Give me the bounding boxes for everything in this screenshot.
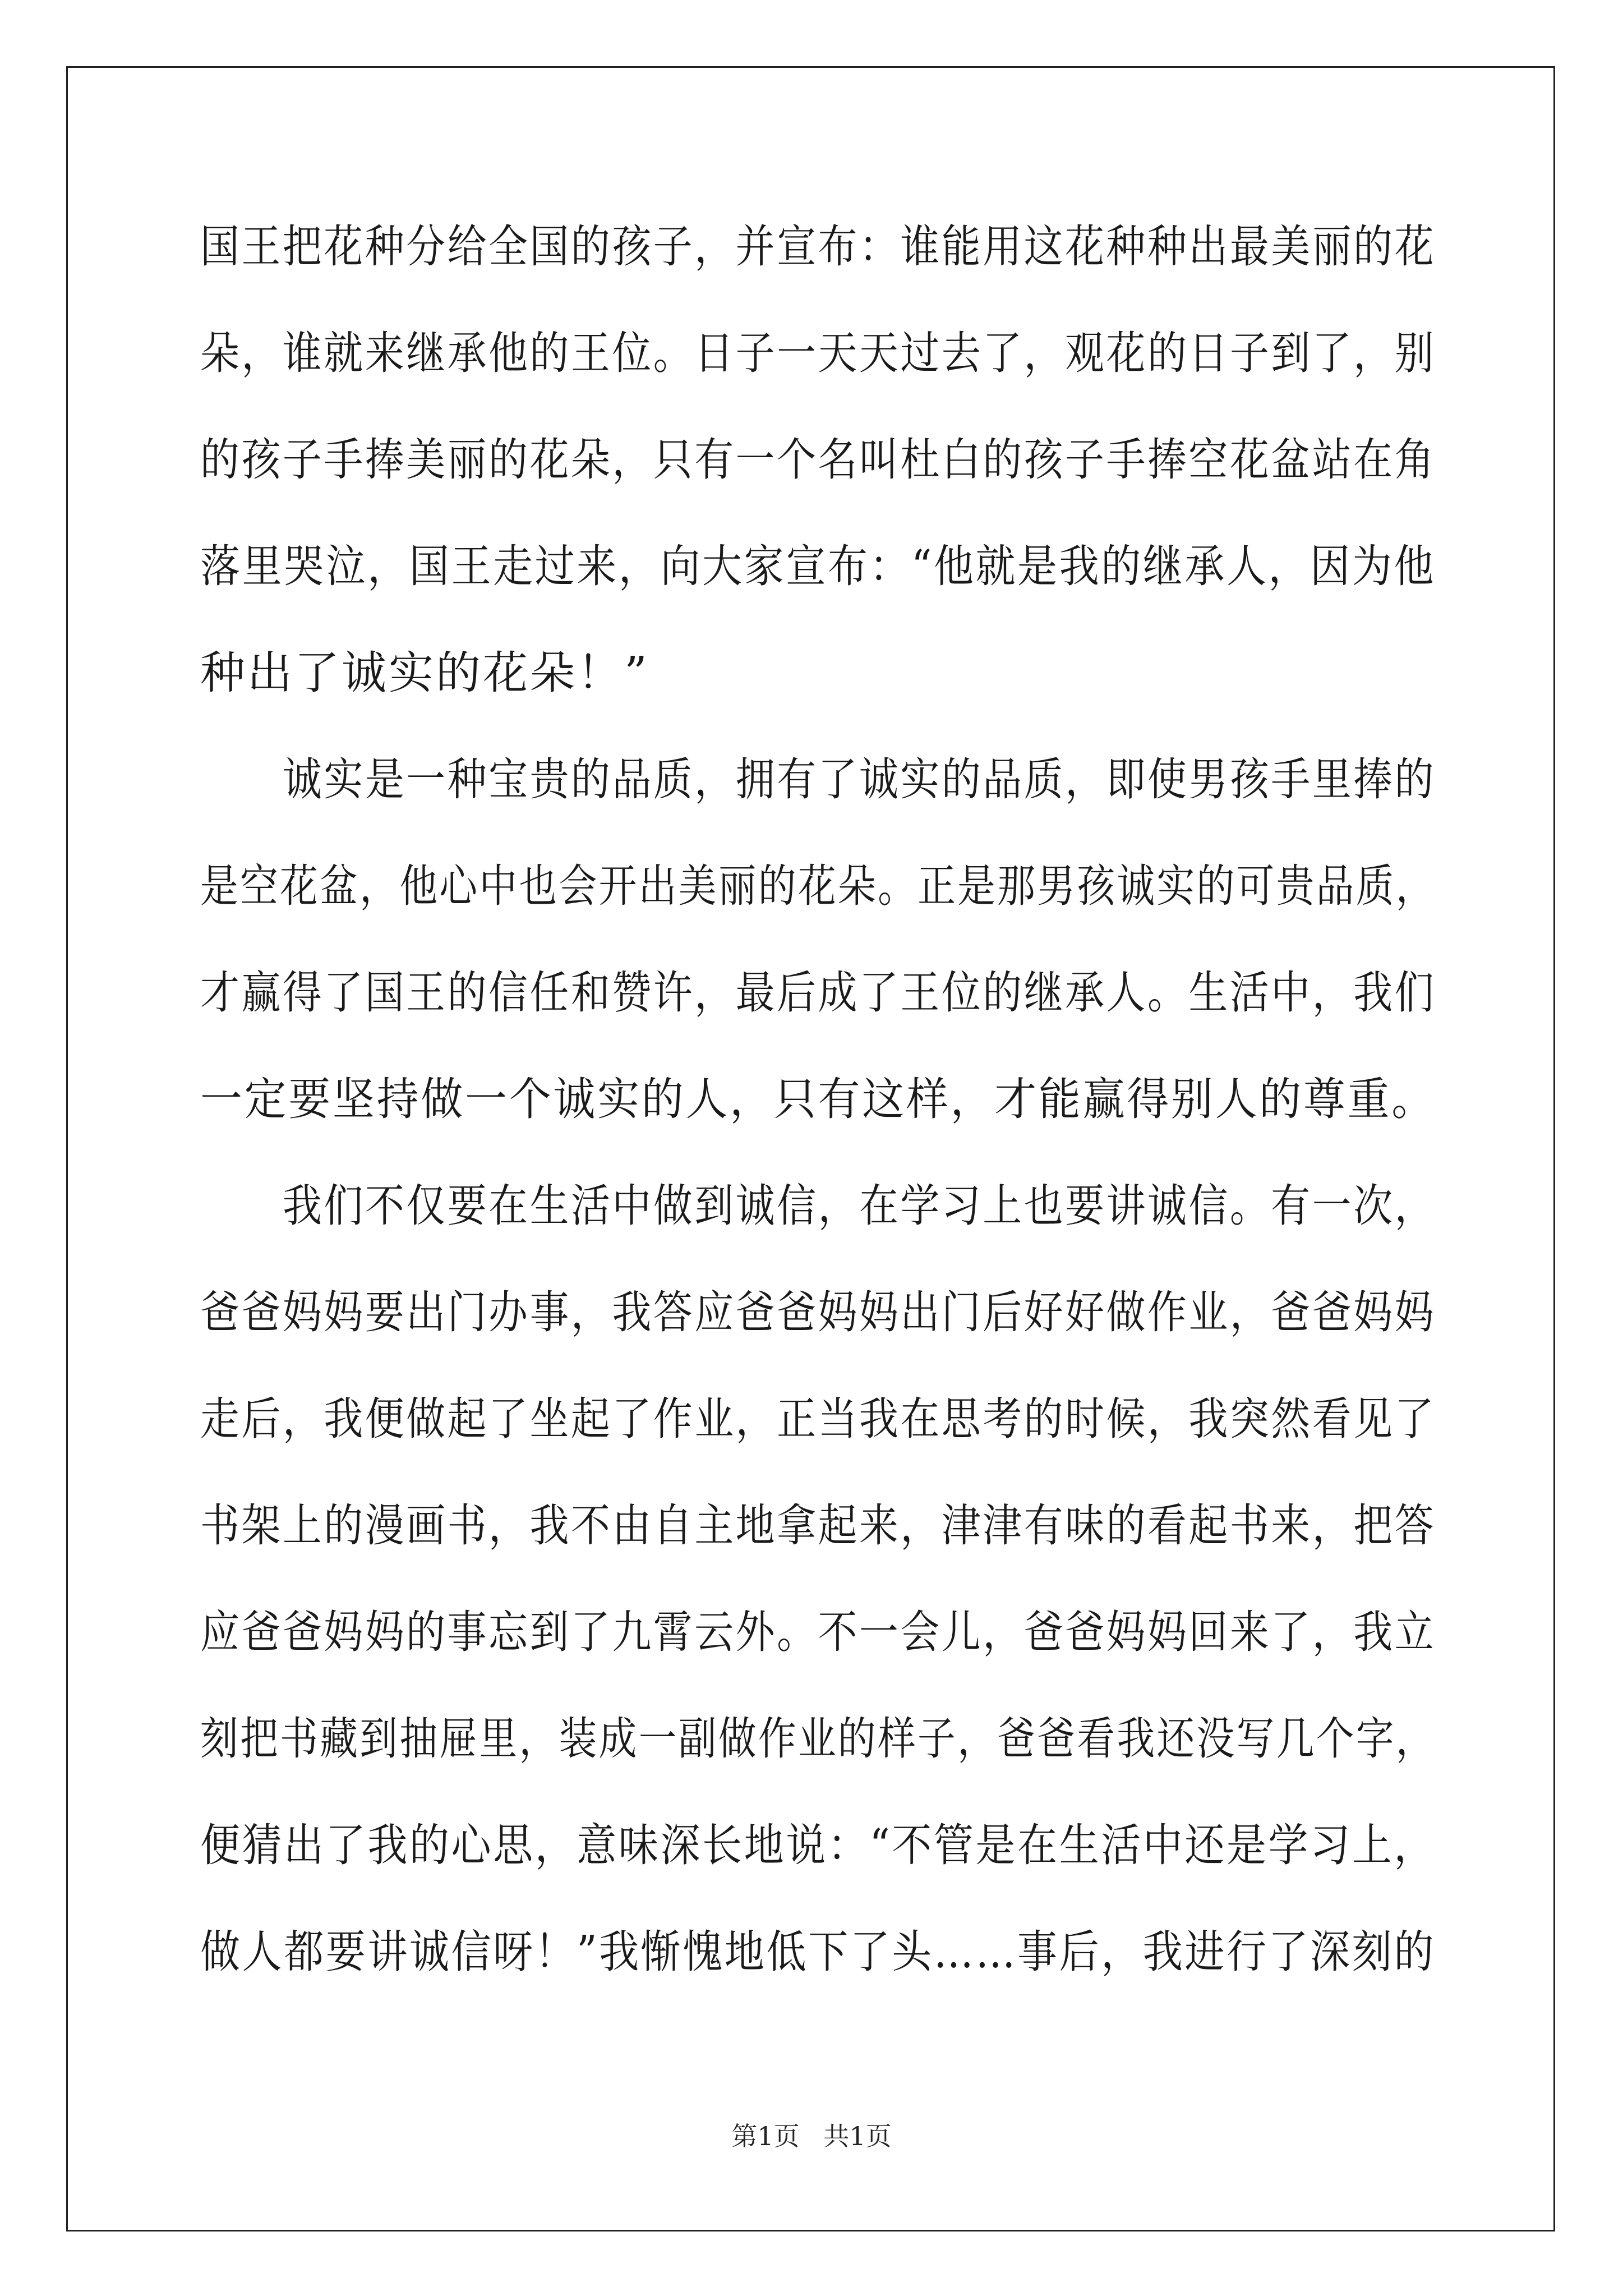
- paragraph-line: 书架上的漫画书，我不由自主地拿起来，津津有味的看起书来，把答: [200, 1499, 1436, 1552]
- paragraph-line: 走后，我便做起了坐起了作业，正当我在思考的时候，我突然看见了: [200, 1393, 1436, 1445]
- paragraph-line-indented: 诚实是一种宝贵的品质，拥有了诚实的品质，即使男孩手里捧的: [283, 753, 1436, 806]
- paragraph-line: 应爸爸妈妈的事忘到了九霄云外。不一会儿，爸爸妈妈回来了，我立: [200, 1606, 1436, 1658]
- paragraph-line: 朵，谁就来继承他的王位。日子一天天过去了，观花的日子到了，别: [200, 327, 1436, 379]
- page-border: [66, 66, 1555, 2231]
- page-number: 第1页: [731, 2121, 800, 2151]
- paragraph-line: 才赢得了国王的信任和赞许，最后成了王位的继承人。生活中，我们: [200, 967, 1436, 1019]
- paragraph-line: 种出了诚实的花朵！”: [200, 647, 649, 699]
- paragraph-line: 做人都要讲诚信呀！”我惭愧地低下了头……事后，我进行了深刻的: [200, 1926, 1436, 1978]
- paragraph-line: 是空花盆，他心中也会开出美丽的花朵。正是那男孩诚实的可贵品质，: [200, 860, 1436, 912]
- paragraph-line-indented: 我们不仅要在生活中做到诚信，在学习上也要讲诚信。有一次，: [283, 1180, 1436, 1232]
- paragraph-line: 国王把花种分给全国的孩子，并宣布：谁能用这花种种出最美丽的花: [200, 220, 1436, 273]
- paragraph-line: 便猜出了我的心思，意味深长地说：“不管是在生活中还是学习上，: [200, 1819, 1436, 1871]
- paragraph-line: 刻把书藏到抽屉里，装成一副做作业的样子，爸爸看我还没写几个字，: [200, 1713, 1436, 1765]
- paragraph-line: 的孩子手捧美丽的花朵，只有一个名叫杜白的孩子手捧空花盆站在角: [200, 434, 1436, 486]
- page-total: 共1页: [823, 2121, 892, 2151]
- page-footer: [0, 2119, 1623, 2153]
- paragraph-line: 爸爸妈妈要出门办事，我答应爸爸妈妈出门后好好做作业，爸爸妈妈: [200, 1286, 1436, 1338]
- paragraph-line: 一定要坚持做一个诚实的人，只有这样，才能赢得别人的尊重。: [200, 1073, 1436, 1125]
- paragraph-line: 落里哭泣，国王走过来，向大家宣布：“他就是我的继承人，因为他: [200, 540, 1436, 592]
